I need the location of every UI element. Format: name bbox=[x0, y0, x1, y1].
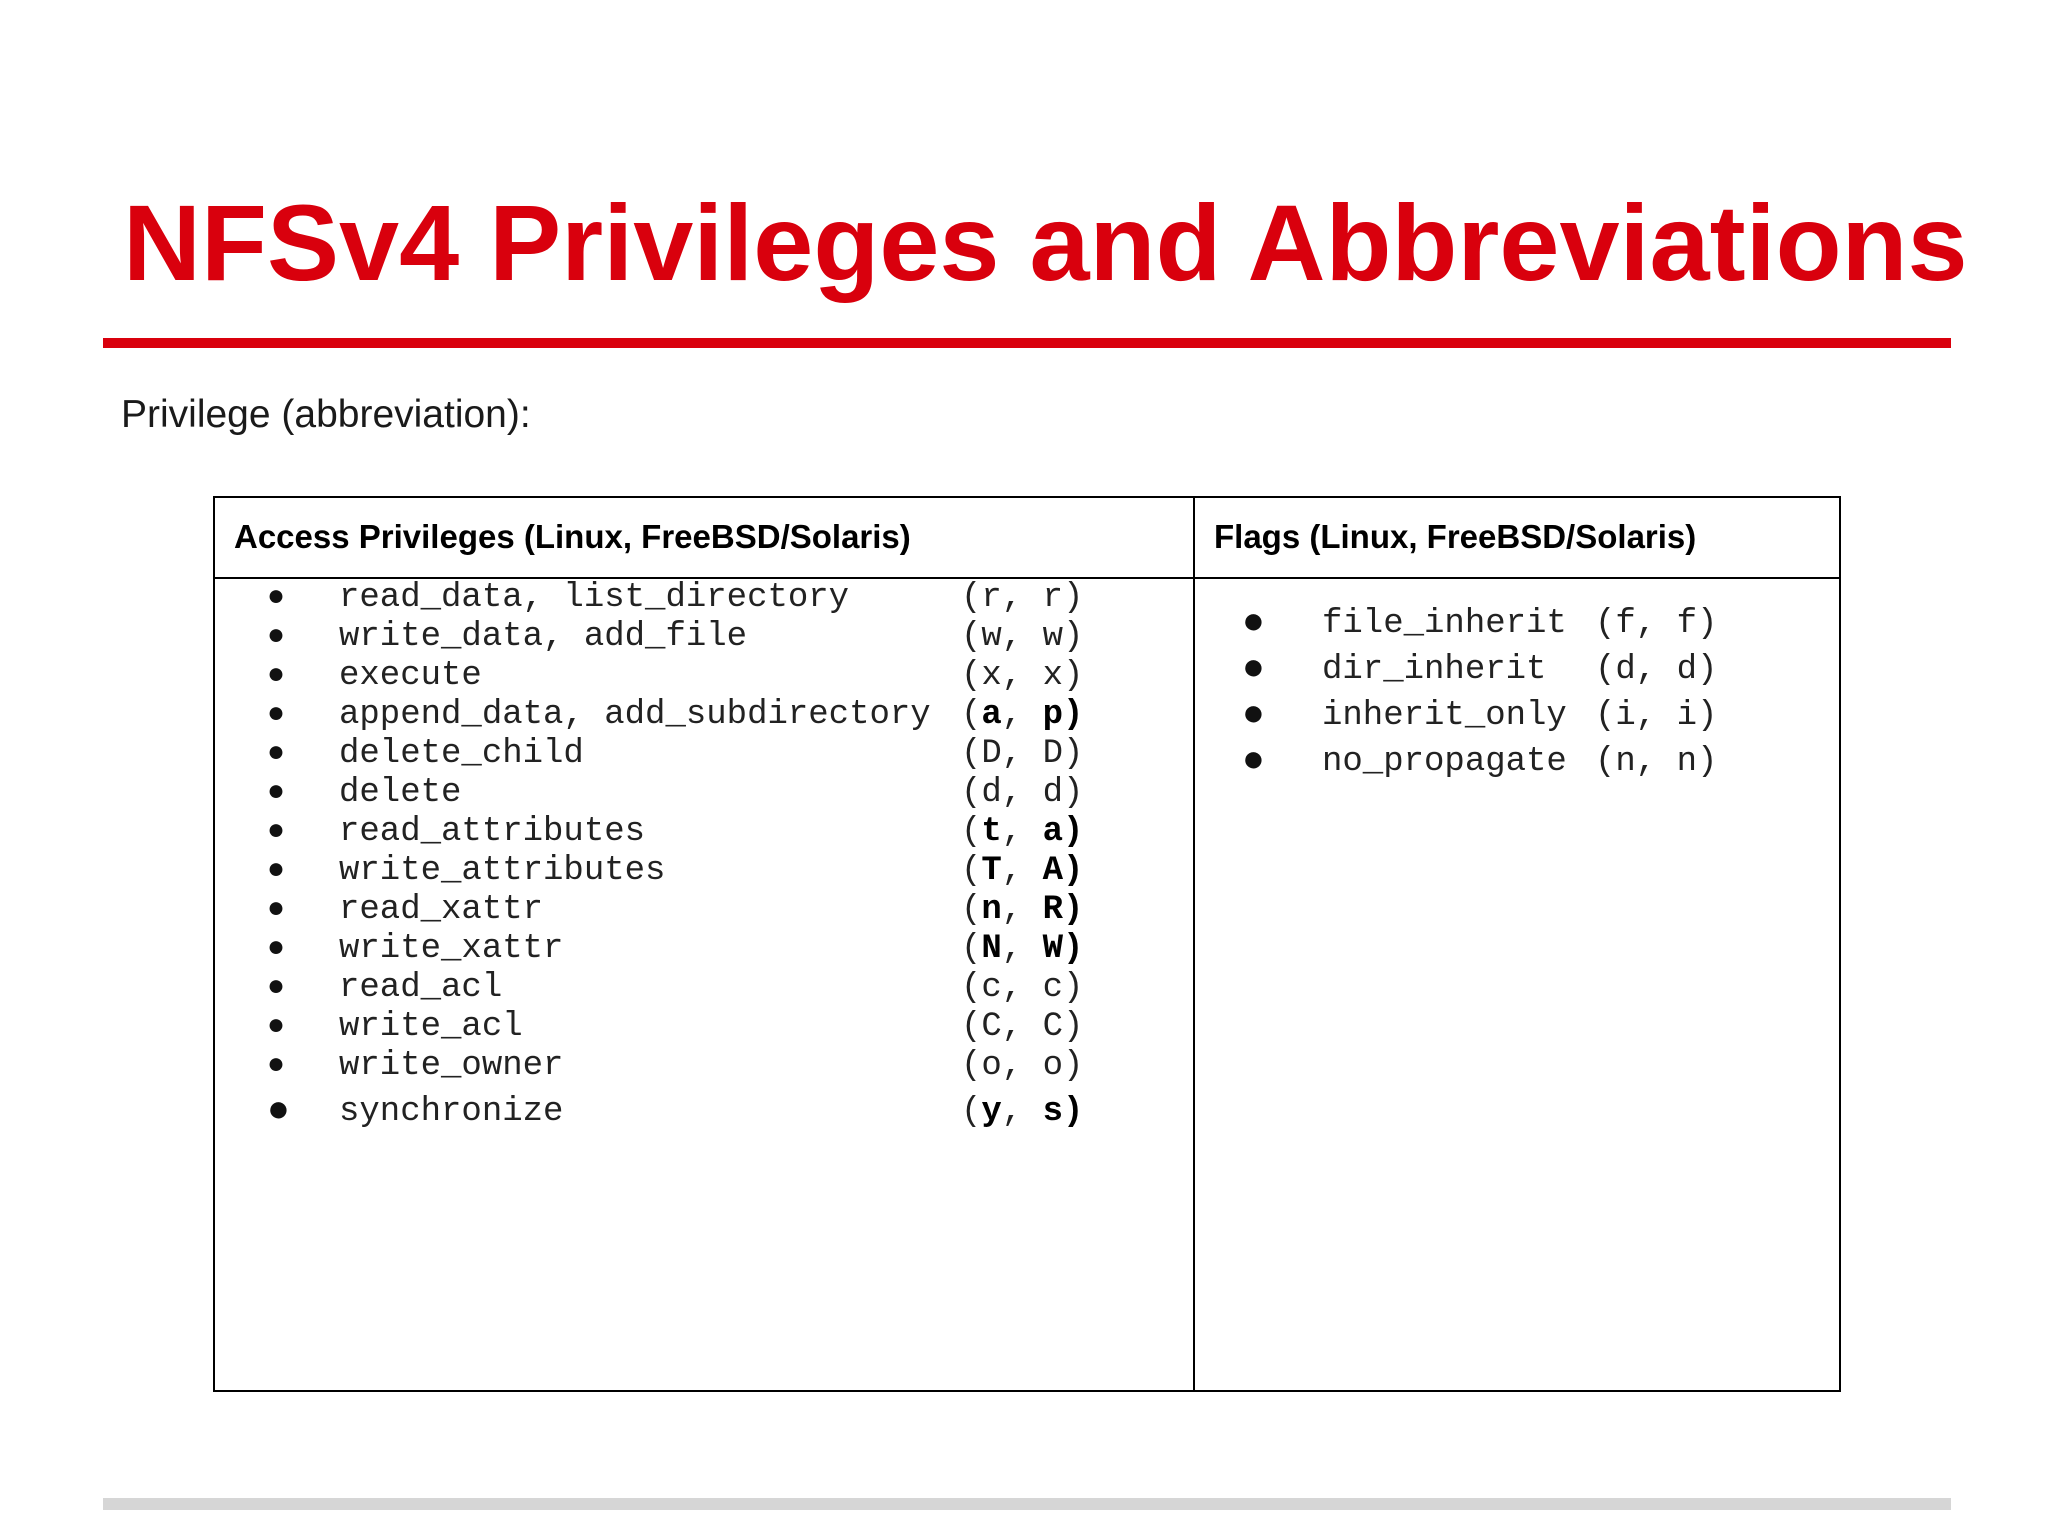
access-privilege-item bbox=[215, 617, 1191, 657]
privilege-abbreviation: (r, r) bbox=[961, 579, 1084, 617]
access-privilege-item bbox=[215, 851, 1191, 891]
bullet-icon: ● bbox=[267, 854, 286, 888]
bullet-icon: ● bbox=[1242, 694, 1265, 737]
bullet-icon: ● bbox=[1242, 602, 1265, 645]
bullet-icon: ● bbox=[267, 1090, 290, 1133]
privilege-name: read_xattr bbox=[339, 891, 544, 929]
privilege-name: synchronize bbox=[339, 1093, 564, 1131]
access-privilege-item bbox=[215, 812, 1191, 852]
flag-abbreviation: (f, f) bbox=[1595, 605, 1718, 643]
privilege-name: delete_child bbox=[339, 735, 584, 773]
bullet-icon: ● bbox=[1242, 648, 1265, 691]
footer-bar bbox=[103, 1498, 1951, 1510]
privilege-name: read_attributes bbox=[339, 813, 646, 851]
privilege-name: write_owner bbox=[339, 1047, 564, 1085]
bullet-icon: ● bbox=[267, 620, 286, 654]
bullet-icon: ● bbox=[267, 815, 286, 849]
privilege-abbreviation: (o, o) bbox=[961, 1047, 1084, 1085]
privilege-abbreviation: (d, d) bbox=[961, 774, 1084, 812]
privilege-name: write_acl bbox=[339, 1008, 523, 1046]
flag-item bbox=[1195, 696, 1835, 736]
access-privilege-item bbox=[215, 890, 1191, 930]
bullet-icon: ● bbox=[267, 893, 286, 927]
bullet-icon: ● bbox=[267, 737, 286, 771]
bullet-icon: ● bbox=[267, 659, 286, 693]
flags-header: Flags (Linux, FreeBSD/Solaris) bbox=[1214, 518, 1697, 555]
access-privilege-item bbox=[215, 1007, 1191, 1047]
bullet-icon: ● bbox=[267, 1049, 286, 1083]
flag-item bbox=[1195, 650, 1835, 690]
slide-title: NFSv4 Privileges and Abbreviations bbox=[123, 182, 1968, 303]
bullet-icon: ● bbox=[267, 776, 286, 810]
privilege-name: delete bbox=[339, 774, 462, 812]
access-privilege-item bbox=[215, 695, 1191, 735]
access-privileges-header: Access Privileges (Linux, FreeBSD/Solaris) bbox=[234, 518, 911, 555]
title-underline bbox=[103, 338, 1951, 348]
privilege-abbreviation: (n, R) bbox=[961, 891, 1084, 929]
privilege-name: execute bbox=[339, 657, 482, 695]
privilege-abbreviation: (a, p) bbox=[961, 696, 1084, 734]
privilege-name: read_data, list_directory bbox=[339, 579, 850, 617]
access-privilege-item bbox=[215, 1092, 1191, 1132]
access-privilege-item bbox=[215, 578, 1191, 618]
privilege-name: append_data, add_subdirectory bbox=[339, 696, 931, 734]
privilege-abbreviation: (y, s) bbox=[961, 1093, 1084, 1131]
access-privilege-item bbox=[215, 773, 1191, 813]
privilege-abbreviation: (w, w) bbox=[961, 618, 1084, 656]
flag-name: inherit_only bbox=[1322, 697, 1567, 735]
access-privilege-item bbox=[215, 968, 1191, 1008]
privilege-name: read_acl bbox=[339, 969, 503, 1007]
flag-name: file_inherit bbox=[1322, 605, 1567, 643]
privilege-abbreviation: (c, c) bbox=[961, 969, 1084, 1007]
bullet-icon: ● bbox=[267, 698, 286, 732]
privileges-table bbox=[213, 496, 1841, 1392]
flag-abbreviation: (d, d) bbox=[1595, 651, 1718, 689]
bullet-icon: ● bbox=[267, 971, 286, 1005]
access-privilege-item bbox=[215, 1046, 1191, 1086]
privilege-name: write_attributes bbox=[339, 852, 666, 890]
access-privilege-item bbox=[215, 929, 1191, 969]
access-privilege-item bbox=[215, 656, 1191, 696]
flag-name: dir_inherit bbox=[1322, 651, 1547, 689]
flag-abbreviation: (n, n) bbox=[1595, 743, 1718, 781]
bullet-icon: ● bbox=[267, 1010, 286, 1044]
flag-item bbox=[1195, 742, 1835, 782]
privilege-abbreviation: (t, a) bbox=[961, 813, 1084, 851]
privilege-abbreviation: (D, D) bbox=[961, 735, 1084, 773]
privilege-abbreviation: (C, C) bbox=[961, 1008, 1084, 1046]
access-privilege-item bbox=[215, 734, 1191, 774]
flag-abbreviation: (i, i) bbox=[1595, 697, 1718, 735]
privilege-abbreviation: (x, x) bbox=[961, 657, 1084, 695]
flag-name: no_propagate bbox=[1322, 743, 1567, 781]
bullet-icon: ● bbox=[267, 581, 286, 615]
privilege-name: write_xattr bbox=[339, 930, 564, 968]
bullet-icon: ● bbox=[267, 932, 286, 966]
bullet-icon: ● bbox=[1242, 740, 1265, 783]
flag-item bbox=[1195, 604, 1835, 644]
privilege-abbreviation: (N, W) bbox=[961, 930, 1084, 968]
privilege-name: write_data, add_file bbox=[339, 618, 748, 656]
slide-subtitle: Privilege (abbreviation): bbox=[121, 393, 531, 436]
privilege-abbreviation: (T, A) bbox=[961, 852, 1084, 890]
